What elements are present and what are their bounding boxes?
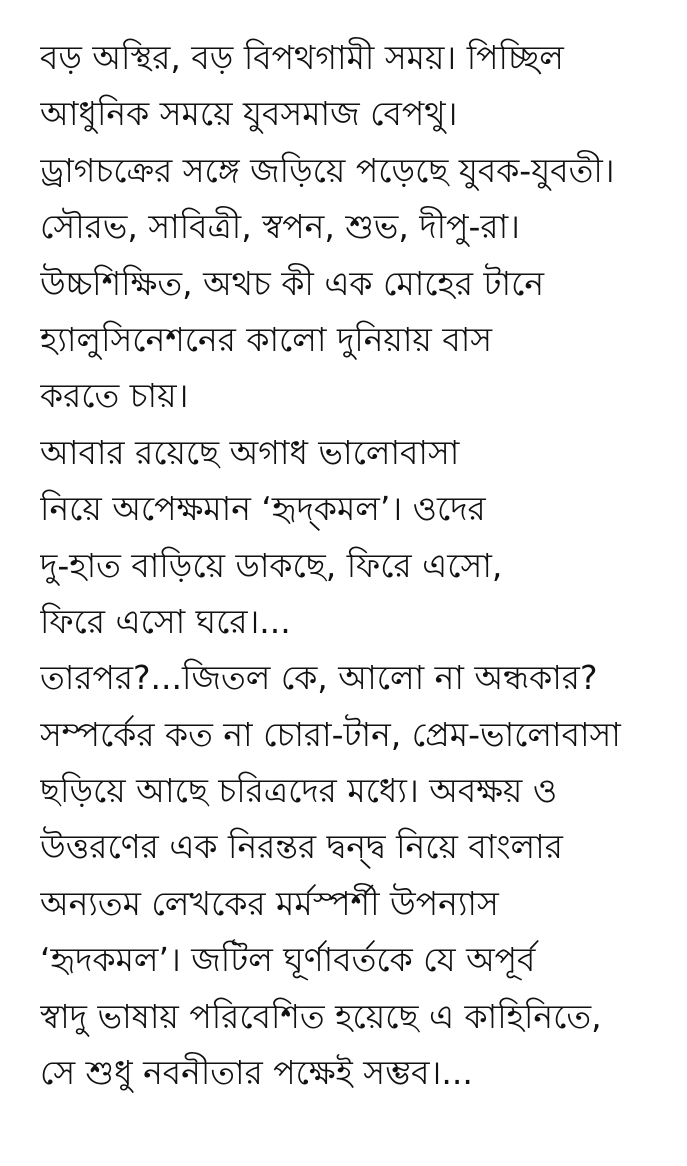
blurb-line-18: স্বাদু ভাষায় পরিবেশিত হয়েছে এ কাহিনিতে, — [40, 996, 602, 1036]
blurb-line-14: ছড়িয়ে আছে চরিত্রদের মধ্যে। অবক্ষয় ও — [40, 771, 558, 811]
blurb-line-3: ড্রাগচক্রের সঙ্গে জড়িয়ে পড়েছে যুবক-যুবতী। — [40, 150, 615, 190]
blurb-text — [40, 30, 670, 1101]
blurb-line-10: দু-হাত বাড়িয়ে ডাকছে, ফিরে এসো, — [40, 545, 503, 585]
blurb-line-5: উচ্চশিক্ষিত, অথচ কী এক মোহের টানে — [40, 263, 545, 303]
blurb-line-8: আবার রয়েছে অগাধ ভালোবাসা — [40, 432, 460, 472]
blurb-line-11: ফিরে এসো ঘরে।... — [40, 601, 291, 641]
blurb-line-4: সৌরভ, সাবিত্রী, স্বপন, শুভ, দীপু-রা। — [40, 207, 520, 247]
blurb-line-15: উত্তরণের এক নিরন্তর দ্বন্দ্ব নিয়ে বাংলার — [40, 827, 563, 867]
blurb-line-17: ‘হৃদকমল’। জটিল ঘূর্ণাবর্তকে যে অপূর্ব — [40, 940, 536, 980]
blurb-line-9: নিয়ে অপেক্ষমান ‘হৃদ্‌কমল’। ওদের — [40, 489, 486, 529]
blurb-line-16: অন্যতম লেখকের মর্মস্পর্শী উপন্যাস — [40, 883, 499, 923]
blurb-line-1: বড় অস্থির, বড় বিপথগামী সময়। পিচ্ছিল — [40, 38, 564, 77]
blurb-line-6: হ্যালুসিনেশনের কালো দুনিয়ায় বাস — [40, 319, 493, 359]
blurb-line-7: করতে চায়। — [40, 376, 189, 416]
blurb-line-19: সে শুধু নবনীতার পক্ষেই সম্ভব।... — [40, 1053, 473, 1093]
blurb-line-2: আধুনিক সময়ে যুবসমাজ বেপথু। — [40, 94, 458, 134]
blurb-line-13: সম্পর্কের কত না চোরা-টান, প্রেম-ভালোবাসা — [40, 714, 621, 754]
blurb-line-12: তারপর?...জিতল কে, আলো না অন্ধকার? — [40, 658, 598, 698]
